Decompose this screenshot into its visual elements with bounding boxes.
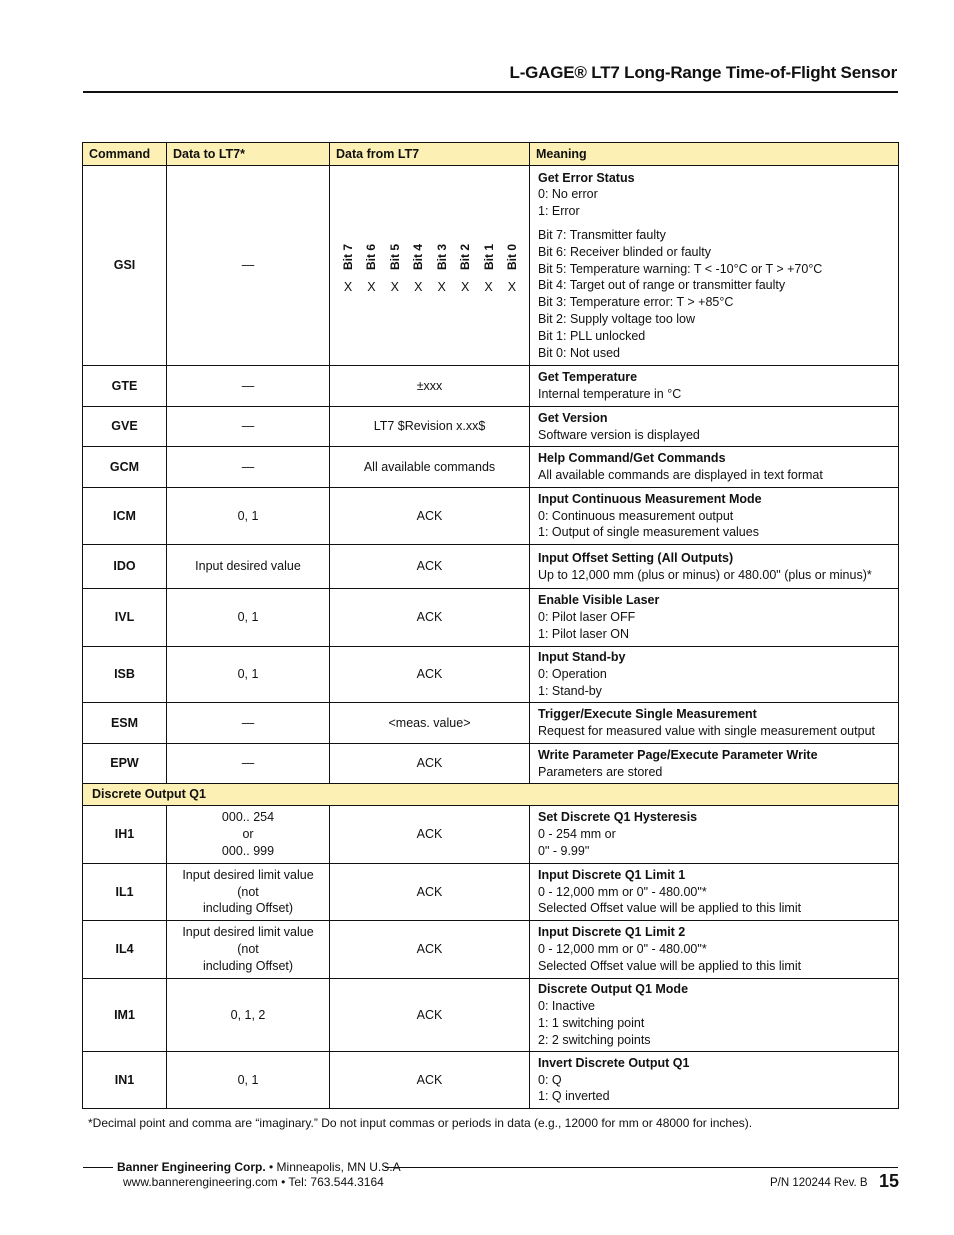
data-from-cell: ACK [330, 488, 530, 545]
table-row-gcm [83, 447, 899, 488]
data-from-cell: ACK [330, 921, 530, 979]
meaning-title: Input Stand-by [538, 650, 626, 665]
command-cell: GTE [83, 366, 167, 407]
meaning-line: 0 - 12,000 mm or 0" - 480.00"* [538, 942, 707, 957]
meaning-line: 0 - 254 mm or [538, 827, 616, 842]
command-cell: ISB [83, 647, 167, 703]
data-to-cell: 0, 1 [167, 647, 330, 703]
command-cell: IM1 [83, 979, 167, 1052]
bit-diagram-cell [330, 166, 530, 366]
meaning-cell [530, 744, 899, 784]
meaning-title: Input Offset Setting (All Outputs) [538, 550, 734, 565]
data-to-cell: — [167, 703, 330, 744]
data-to-cell [167, 1052, 330, 1109]
bit-value: X [390, 279, 400, 294]
command-cell: EPW [83, 744, 167, 784]
meaning-line: 0: Q [538, 1072, 562, 1087]
data-to-line: 0, 1 [237, 1072, 259, 1087]
data-from-cell: <meas. value> [330, 703, 530, 744]
bit-label: Bit 0 [504, 243, 519, 270]
table-row-gte [83, 366, 899, 407]
data-to-cell [167, 921, 330, 979]
bit-column [435, 236, 449, 296]
company-name: Banner Engineering Corp. [117, 1160, 266, 1174]
data-from-cell: ACK [330, 864, 530, 921]
meaning-line: Bit 1: PLL unlocked [538, 328, 646, 343]
data-from-cell: ACK [330, 806, 530, 864]
meaning-cell [530, 166, 899, 366]
command-cell: IL4 [83, 921, 167, 979]
bit-column [364, 236, 378, 296]
section-label: Discrete Output Q1 [83, 784, 899, 806]
meaning-line: 0 - 12,000 mm or 0" - 480.00"* [538, 884, 707, 899]
data-to-line: 0, 1, 2 [230, 1007, 266, 1022]
data-to-line: or [242, 827, 254, 842]
meaning-title: Input Continuous Measurement Mode [538, 491, 762, 506]
data-to-line: 000.. 254 [221, 810, 275, 825]
meaning-cell [530, 488, 899, 545]
table-row-esm [83, 703, 899, 744]
data-to-line: Input desired limit value (not [182, 867, 314, 899]
meaning-line: 0: Continuous measurement output [538, 508, 734, 523]
meaning-title: Set Discrete Q1 Hysteresis [538, 810, 698, 825]
data-to-cell: — [167, 407, 330, 447]
meaning-line: Request for measured value with single measurement output [538, 724, 875, 738]
data-from-cell: All available commands [330, 447, 530, 488]
footer-company [117, 1160, 401, 1174]
page-number: 15 [879, 1171, 900, 1191]
bit-column [505, 236, 519, 296]
company-location: • Minneapolis, MN U.S.A [265, 1160, 401, 1174]
meaning-line: Bit 6: Receiver blinded or faulty [538, 244, 712, 259]
footer-rule-left [83, 1167, 113, 1168]
meaning-line: Bit 4: Target out of range or transmitter faulty [538, 278, 786, 293]
meaning-title: Get Version [538, 410, 608, 425]
data-to-line: 000.. 999 [221, 843, 275, 858]
meaning-line: 0: Operation [538, 667, 607, 682]
meaning-line: 0: No error [538, 187, 598, 202]
meaning-title: Get Error Status [538, 170, 635, 185]
bit-value: X [437, 279, 446, 294]
bit-value: X [507, 279, 517, 294]
meaning-title: Input Discrete Q1 Limit 1 [538, 867, 686, 882]
meaning-line: Parameters are stored [538, 764, 663, 779]
table-row-gve [83, 407, 899, 447]
data-from-cell: ACK [330, 647, 530, 703]
meaning-line: 2: 2 switching points [538, 1032, 651, 1047]
meaning-line: 1: Output of single measurement values [538, 525, 759, 540]
data-from-cell: ACK [330, 545, 530, 589]
table-header-row [83, 143, 899, 166]
meaning-title: Enable Visible Laser [538, 593, 660, 608]
data-to-line: including Offset) [202, 901, 294, 916]
meaning-title: Get Temperature [538, 370, 638, 385]
meaning-line: Selected Offset value will be applied to this limit [538, 958, 802, 973]
meaning-line: Up to 12,000 mm (plus or minus) or 480.00" (plus or minus)* [538, 567, 872, 582]
footer-contact: www.bannerengineering.com • Tel: 763.544.3164 [123, 1175, 384, 1189]
meaning-line: 1: Pilot laser ON [538, 626, 630, 641]
data-from-cell: ACK [330, 979, 530, 1052]
bit-column [388, 236, 402, 296]
bit-label: Bit 3 [434, 243, 449, 270]
meaning-cell [530, 703, 899, 744]
meaning-line: 1: Q inverted [538, 1089, 610, 1104]
command-cell: ICM [83, 488, 167, 545]
command-cell: IH1 [83, 806, 167, 864]
data-to-line: Input desired limit value (not [182, 925, 314, 957]
meaning-cell [530, 1052, 899, 1109]
meaning-line: Bit 0: Not used [538, 345, 620, 360]
bit-label: Bit 7 [341, 243, 355, 270]
command-cell: IL1 [83, 864, 167, 921]
bit-label: Bit 4 [411, 243, 426, 270]
meaning-line: 1: 1 switching point [538, 1016, 645, 1030]
meaning-lines-summary [538, 186, 890, 220]
command-cell: GCM [83, 447, 167, 488]
meaning-cell [530, 589, 899, 647]
footnote: *Decimal point and comma are “imaginary.” Do not input commas or periods in data (e.g., 12000 for mm or 48000 for inches). [88, 1116, 753, 1130]
meaning-cell [530, 407, 899, 447]
meaning-title: Invert Discrete Output Q1 [538, 1055, 690, 1070]
table-row-gsi [83, 166, 899, 366]
meaning-line: 0" - 9.99" [538, 843, 590, 858]
part-number: P/N 120244 Rev. B [770, 1177, 868, 1189]
column-header-meaning: Meaning [530, 143, 899, 166]
meaning-line: 1: Stand-by [538, 683, 602, 698]
bit-column [411, 236, 425, 296]
bit-column [458, 236, 472, 296]
meaning-title: Input Discrete Q1 Limit 2 [538, 925, 686, 940]
meaning-title: Trigger/Execute Single Measurement [538, 707, 757, 722]
table-row-im1 [83, 979, 899, 1052]
table-row-icm [83, 488, 899, 545]
bit-label: Bit 2 [458, 243, 473, 270]
bit-label: Bit 5 [387, 243, 402, 270]
meaning-line: All available commands are displayed in text format [538, 468, 823, 482]
command-cell: GSI [83, 166, 167, 366]
bit-label: Bit 1 [481, 243, 496, 270]
column-header-command: Command [83, 143, 167, 166]
bit-column [482, 236, 496, 296]
data-to-cell: 0, 1 [167, 589, 330, 647]
meaning-line: Software version is displayed [538, 427, 700, 442]
table-row-ido [83, 545, 899, 589]
command-table [82, 142, 899, 1109]
data-to-cell: Input desired value [167, 545, 330, 589]
meaning-line: 0: Pilot laser OFF [538, 610, 636, 625]
table-row-isb [83, 647, 899, 703]
meaning-gap [538, 220, 890, 227]
meaning-lines-bits [538, 227, 890, 361]
meaning-cell [530, 545, 899, 589]
bit-column [341, 236, 355, 296]
data-from-cell: ACK [330, 744, 530, 784]
meaning-cell [530, 979, 899, 1052]
data-to-cell: — [167, 366, 330, 407]
data-to-cell: — [167, 447, 330, 488]
meaning-cell [530, 647, 899, 703]
command-cell: GVE [83, 407, 167, 447]
meaning-cell [530, 806, 899, 864]
command-cell: IVL [83, 589, 167, 647]
column-header-data-to: Data to LT7* [167, 143, 330, 166]
bit-value: X [414, 279, 423, 294]
data-to-cell: — [167, 744, 330, 784]
meaning-line: Bit 2: Supply voltage too low [538, 311, 696, 326]
table-row-in1 [83, 1052, 899, 1109]
meaning-line: Bit 7: Transmitter faulty [538, 228, 666, 242]
footer-rule-right [385, 1167, 898, 1168]
table-row-ivl [83, 589, 899, 647]
bit-value: X [484, 279, 493, 294]
data-to-cell [167, 864, 330, 921]
meaning-title: Help Command/Get Commands [538, 451, 726, 466]
meaning-line: Bit 3: Temperature error: T > +85°C [538, 295, 734, 310]
meaning-cell [530, 921, 899, 979]
table-row-epw [83, 744, 899, 784]
bit-value: X [460, 279, 470, 294]
meaning-line: Selected Offset value will be applied to this limit [538, 901, 802, 916]
data-to-cell: 0, 1 [167, 488, 330, 545]
meaning-title: Write Parameter Page/Execute Parameter Write [538, 747, 818, 762]
command-cell: IN1 [83, 1052, 167, 1109]
data-from-cell: ACK [330, 589, 530, 647]
data-to-cell [167, 806, 330, 864]
meaning-cell [530, 864, 899, 921]
bit-diagram [338, 236, 521, 296]
data-to-cell: — [167, 166, 330, 366]
meaning-line: Bit 5: Temperature warning: T < -10°C or T > +70°C [538, 261, 823, 276]
table-row-il1 [83, 864, 899, 921]
meaning-cell [530, 366, 899, 407]
meaning-cell [530, 447, 899, 488]
meaning-line: 1: Error [538, 204, 580, 219]
section-row [83, 784, 899, 806]
data-to-line: including Offset) [202, 958, 294, 973]
data-from-cell: ±xxx [330, 366, 530, 407]
table-row-ih1 [83, 806, 899, 864]
meaning-line: 0: Inactive [538, 999, 595, 1014]
meaning-line: Internal temperature in °C [538, 387, 682, 401]
command-cell: ESM [83, 703, 167, 744]
table-row-il4 [83, 921, 899, 979]
header-rule [83, 91, 898, 93]
command-cell: IDO [83, 545, 167, 589]
bit-value: X [367, 279, 376, 294]
bit-label: Bit 6 [364, 243, 379, 270]
column-header-data-from: Data from LT7 [330, 143, 530, 166]
bit-value: X [343, 279, 353, 294]
meaning-title: Discrete Output Q1 Mode [538, 982, 689, 997]
page-title: L-GAGE® LT7 Long-Range Time-of-Flight Sensor [509, 63, 897, 82]
data-from-cell: ACK [330, 1052, 530, 1109]
data-from-cell: LT7 $Revision x.xx$ [330, 407, 530, 447]
data-to-cell [167, 979, 330, 1052]
